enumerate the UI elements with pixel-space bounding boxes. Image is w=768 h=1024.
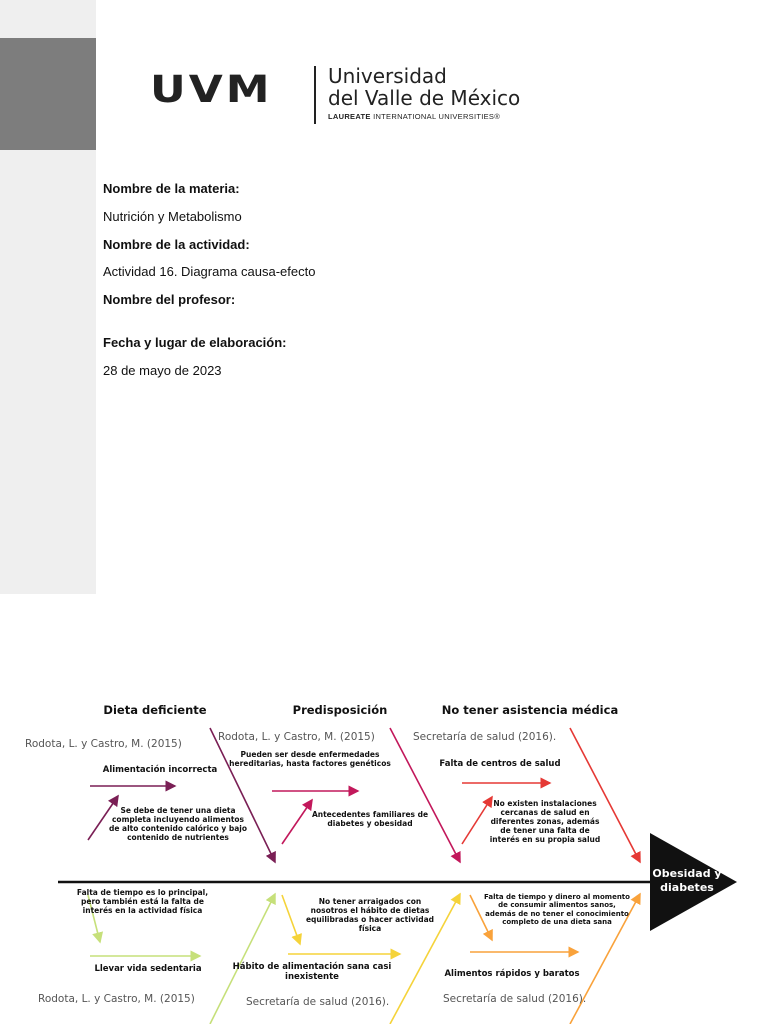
cause-alimentos-rapidos: Alimentos rápidos y baratos bbox=[444, 969, 580, 979]
cause-centros-salud: Falta de centros de salud bbox=[439, 759, 561, 769]
bone-predisposicion bbox=[390, 728, 460, 862]
cause-habito-sano: Hábito de alimentación sana casi inexistente bbox=[232, 962, 392, 983]
source-top-1: Rodota, L. y Castro, M. (2015) bbox=[25, 738, 182, 750]
effect-label: Obesidad y diabetes bbox=[652, 867, 722, 895]
logo-divider bbox=[314, 66, 316, 124]
cause-falta-tiempo: Falta de tiempo es lo principal, pero también está la falta de interés en la actividad física bbox=[76, 888, 209, 915]
arrow-hab-a bbox=[282, 895, 300, 944]
category-predisposicion: Predisposición bbox=[292, 703, 388, 717]
cause-falta-dinero: Falta de tiempo y dinero al momento de consumir alimentos sanos, además de no tener el conocimiento completo de una dieta sana bbox=[484, 893, 630, 927]
sidebar-accent-block bbox=[0, 38, 96, 150]
cause-no-arraigados: No tener arraigados con nosotros el hábito de dietas equilibradas o hacer actividad física bbox=[305, 897, 435, 933]
cause-alimentacion: Alimentación incorrecta bbox=[102, 765, 218, 775]
category-asistencia: No tener asistencia médica bbox=[441, 703, 619, 717]
logo-line-1: Universidad bbox=[328, 64, 447, 88]
logo-mark: UVM bbox=[150, 68, 273, 112]
source-top-3: Secretaría de salud (2016). bbox=[413, 731, 557, 743]
source-bottom-1: Rodota, L. y Castro, M. (2015) bbox=[38, 993, 195, 1005]
logo-line-2: del Valle de México bbox=[328, 86, 521, 110]
actividad-value: Actividad 16. Diagrama causa-efecto bbox=[103, 264, 316, 279]
fecha-value: 28 de mayo de 2023 bbox=[103, 363, 222, 378]
materia-value: Nutrición y Metabolismo bbox=[103, 209, 242, 224]
cause-antecedentes: Antecedentes familiares de diabetes y obesidad bbox=[311, 810, 429, 828]
cause-dieta-completa: Se debe de tener una dieta completa incluyendo alimentos de alto contenido calórico y bajo contenido de nutrientes bbox=[108, 806, 248, 842]
source-bottom-3: Secretaría de salud (2016). bbox=[443, 993, 587, 1005]
uvm-logo bbox=[150, 60, 530, 130]
materia-label: Nombre de la materia: bbox=[103, 181, 240, 196]
logo-sub-rest: INTERNATIONAL UNIVERSITIES® bbox=[370, 112, 501, 121]
cause-instalaciones: No existen instalaciones cercanas de salud en diferentes zonas, además de tener una falta de interés en su propia salud bbox=[489, 799, 601, 844]
arrow-pred-b bbox=[282, 800, 312, 844]
profesor-label: Nombre del profesor: bbox=[103, 292, 236, 307]
fecha-label: Fecha y lugar de elaboración: bbox=[103, 335, 287, 350]
cause-vida-sedentaria: Llevar vida sedentaria bbox=[94, 964, 202, 974]
actividad-label: Nombre de la actividad: bbox=[103, 237, 250, 252]
category-dieta: Dieta deficiente bbox=[103, 703, 207, 717]
logo-sub-bold: LAUREATE bbox=[328, 112, 371, 121]
logo-subtitle bbox=[328, 112, 500, 121]
source-top-2: Rodota, L. y Castro, M. (2015) bbox=[218, 731, 375, 743]
cause-hereditarias: Pueden ser desde enfermedades hereditarias, hasta factores genéticos bbox=[229, 750, 391, 768]
source-bottom-2: Secretaría de salud (2016). bbox=[246, 996, 390, 1008]
fishbone-diagram bbox=[0, 690, 768, 1024]
